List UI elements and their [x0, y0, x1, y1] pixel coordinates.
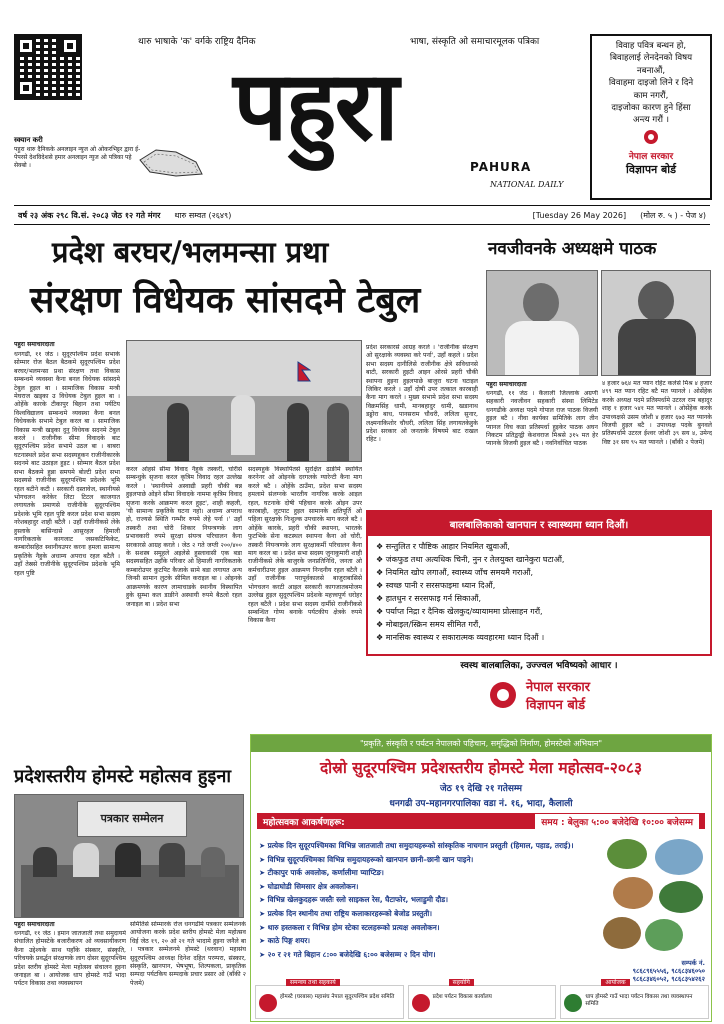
masthead-latin: PAHURA	[470, 160, 532, 174]
qr-finder	[60, 36, 80, 56]
homestay-headline[interactable]: प्रदेशस्तरीय होमस्टे महोत्सव हुइना	[14, 766, 231, 787]
supporter-label: सहयोगि	[449, 979, 474, 986]
homestay-festival-ad	[250, 734, 712, 1022]
lead-headline-1[interactable]: प्रदेश बरघर/भलमन्सा प्रथा	[52, 235, 329, 269]
notice-box	[590, 34, 712, 200]
person-figure	[73, 843, 99, 877]
assembly-photo	[126, 340, 362, 462]
nepal-emblem-icon	[412, 994, 430, 1012]
partner-label: समन्वय तथा सहकार्य	[286, 979, 340, 986]
issue-price: (मोल रु. ५ ) - पेज ४)	[640, 210, 706, 220]
ad-title: दोस्रो सुदूरपश्चिम प्रदेशस्तरीय होमस्टे मेला महोत्सव-२०८३	[319, 759, 643, 777]
supporter-name: प्रदेश पर्यटन विकास कार्यालय	[432, 994, 492, 1000]
shirt-shape	[505, 321, 579, 376]
face-shape	[638, 281, 674, 321]
qr-finder	[16, 78, 36, 98]
collage-photo	[603, 917, 641, 949]
issue-volume: वर्ष २३ अंक २९८ वि.सं. २०८३ जेठ १२ गते मंगर	[18, 210, 161, 220]
masthead-sub: NATIONAL DAILY	[490, 180, 564, 189]
list-item: ➤ २० र २१ गते बिहान ८:०० बजेदेखि ६:०० बजेसम्म २ दिन योग।	[259, 949, 436, 959]
ad-dates: जेठ १९ देखि २१ गतेसम्म	[440, 784, 522, 794]
ad-attractions-bar	[257, 813, 705, 829]
lead-column-1: धनगढी, ११ जेठ । सुदूरपश्चिम प्रदेश सभाके सोम्मार रोज बैठल बैठकमे सुदूरपश्चिम प्रदेश बरघर/भलमन्सा प्रथा संरक्षण तथा विकास सम्बन्धमे व्यवस्था कैना बनल विधेयक सांसदमे टेबुल हुइल बा । सामाजिक विकास मन्त्री मेघराज खड्का उ विधेयक टेबुल हुइल बा । ओहेंके कारके टीकापुर बिहान तथा पर्यटिय विश्वविद्यालय सम्बन्धमे व्यवस्था कैना बनल विधेयकके सभामे टेबुल करल बा । सामाजिक विकास मन्त्री खड्का दुनु विधेयक सदनमे टेबुल करले । राजीनीक सीमा विवादके बाट सुदूरपश्चिम प्रदेश सभामे उठल बा । बाबरा घटनास्थले प्रदेश सभा सदस्यहुकन राजीनीकारके सदनमे बाट उठाइल हुइट । सोम्मार बैठल प्रदेश सभा बैठकमे हुन्ना समयमे बोल्टी प्रदेश सभा सदस्यसे राजीनीक सुदूरपश्चिम प्रदेशके भूमि रहल बटीने कटी । सरकारी दस्तावेज, स्थानीयसे भोगचलन करेकेर लिटा टिटल काजगात लगायतके प्रमाणसे राजीनीके सुदूरपश्चिम प्रदेशके भूमि रहल पुष्टि करल प्रदेश सभा सदस्य नरेशबहादुर शाही बटैलै । उहाँ राजीनीकसे लेके हुस्लाके बासिन्दासे आसुरहल हिमाली नागरिकताके कागजाट जसकटिफिकेट, कम्बारोसहित स्थानीयउपर करना हमला सामान्य प्रकृतिके नैहुके अधाम्य अपराध रहल बटैलै । उहाँ तेस्रसे राजीनीके सुदूरपश्चिम प्रदेशके भूमि रहल पुष्टि	[14, 351, 120, 577]
qr-code[interactable]	[14, 34, 82, 100]
partner-name: होमस्टे (घरबास) महासंघ नेपाल सुदूरपश्चिम प्रदेश समिति	[280, 994, 395, 1000]
person-figure	[201, 847, 225, 877]
jacket-shape	[618, 319, 696, 376]
nutrition-footer	[366, 656, 712, 730]
nutrition-org: नेपाल सरकार	[525, 680, 591, 695]
tagline-left: थारु भाषाके 'क' वर्गके राष्ट्रिय दैनिक	[138, 37, 256, 47]
contact-number: ९८६८९६५५५६, ९८६८३४६०५०	[632, 967, 705, 975]
right-byline: पहुरा समाचारदाता	[486, 381, 527, 388]
homestay-column-2: समितिसे सोम्मारके रोज धनगढीमे पत्रकार सम्मेलनके आयोजना करके प्रदेश स्तरीय होमस्टे मेला महोत्सव धिई जेठ १९, २० ओ २१ गते भादामे हुइना जनैले बा । पत्रकार सम्मेलनमे होमस्टे (थरवान) महासंघ सुदूरपश्चिम आध्यक्ष दिनेश दहित परम्परा, संस्कार, संस्कृति, खानपान, भेषभूषा, शिल्पकला, प्राकृतिक सम्पदा पर्यटकिय सम्पदाके प्रचार प्रसार ओ (बाँकी २ पेजमे)	[130, 921, 246, 987]
right-column-1: धनगढी, ११ जेठ । कैलाली जिल्लाके अग्रणी सहकारी नवजीवन सहकारी संस्था लिमिटेड धनगढीके अध्यक्ष पदमे गोपाल राज पाठक विजयी हुइल बटै । नीवा कार्यका समितिके लाग तीन प्यानल विच कडा प्रतिस्पर्धा हुइकेर पाठक अघन निकटम प्रतिद्वन्द्वी केशवराज मिश्रसे ३१५ मत हेर प्यानके विजयी हुइल बटै । नवनिर्वाचित पाठक	[486, 390, 598, 448]
ad-contacts	[633, 959, 705, 983]
person-figure	[33, 847, 57, 877]
collage-photo	[655, 839, 703, 875]
person-figure	[287, 403, 309, 462]
qr-caption-title: स्क्यान करी	[14, 136, 43, 144]
ad-attractions-title: महोत्सवका आकर्षणहरू:	[263, 817, 345, 828]
ad-attraction-list	[259, 839, 599, 961]
candidate-photo	[601, 270, 711, 376]
collage-photo	[607, 839, 647, 869]
nepal-flag-icon	[297, 361, 311, 383]
masthead-logo: पहुरा	[233, 49, 397, 162]
contact-title: सम्पर्क नं.	[681, 959, 705, 967]
list-item: ➤ प्रत्येक दिन सुदूरपश्चिमका विभिन्न जातजाती तथा समुदायहरूको सांस्कृतिक नाचगान प्रस्तुती (हिमाल, पहाड, तराई)।	[259, 841, 574, 850]
notice-text: विवाह पवित्र बन्धन हो, बिवाहलाई लेनदेनको विषय नबनाऔं, विवाहमा दाइजो लिने र दिने काम नगरौं, दाइजोका कारण हुने हिंसा अन्त्य गरौं ।	[608, 41, 694, 126]
ad-venue: धनगढी उप-महानगरपालिका वडा नं. १६, भादा, कैलाली	[389, 799, 573, 809]
tharu-year: थारु सम्वत (२६४९)	[174, 210, 232, 220]
homestay-byline: पहुरा समाचारदाता	[14, 921, 55, 928]
list-item: ➤ प्रत्येक दिन स्थानीय तथा राष्ट्रिय कलाकारहरूको बेजोड प्रस्तुती।	[259, 908, 433, 918]
issue-date: [Tuesday 26 May 2026]	[532, 210, 627, 220]
pathak-photo	[486, 270, 598, 376]
notice-dept: विज्ञापन बोर्ड	[625, 162, 677, 176]
lead-headline-2[interactable]: संरक्षण विधेयक सांसदमे टेबुल	[30, 280, 421, 321]
right-headline[interactable]: नवजीवनके अध्यक्षमे पाठक	[488, 239, 657, 259]
list-item: ❖ पर्याप्त निद्रा र दैनिक खेलकुद/व्यायाममा प्रोत्साहन गरौं,	[376, 607, 543, 616]
list-item: ➤ टीकापुर पार्क अवलोक, कर्णालीमा प्याप्टिङ।	[259, 868, 384, 878]
list-item: ➤ थारु हस्तकला र विभिन्न होम स्टेका स्टलहरूको प्रत्यक्ष अवलोकन।	[259, 922, 440, 932]
face-shape	[523, 283, 559, 323]
lead-column-3: सदस्यहुके विस्थापितसे सुरक्षित ढाङीमे स्थायित करनेनर ओ ओइनके दरगलके ग्यारेन्टी कैना माग करले बटै । ओहेंके ठाउँमा, प्रदेश सभा सदस्य हमलामे संलग्नके भारतीय नागरिक करके आइल रहल, घटनाके दोषी पहिचान करके ओइन उपर कारबाही, लुटपाट हुइल सामानके क्षतिपूर्ति ओ पहिला सुरक्षाके निःशुल्क उपचारके माग करले बटै । ओहेंके कारके, प्रहरी चौकी स्थापना, भारतके फुटभिके सेना कटस्थल स्थापना कैना ओ चोरी, तस्करी नियन्त्रणके लाग सुरक्षाकर्मी परिचालन कैना माग करल बा । प्रदेश सभा सदस्य जुनाकुमारी शाही राजीनीकसे लेके बाजुरके जनप्रतिनिधि, जनता ओ कर्मचारीउपर हुइल आक्रमण निन्दनीय रहल बटैलै । उहाँ राजीनीक परापूर्वकालसे बाजुराबासिसे भोगचलन करटी आइल सरकारी कागजातबमोजम उल्लेख हुइल सुदूरपश्चिम प्रदेशके महत्त्वपूर्ण धरोहर रहल बटैलै । प्रदेश सभा सदस्य दार्मीसे राजीनीकसे सम्बन्धित गोप्य बनाके पर्यटकीय क्षेत्रके रुपमे विकास कैना	[248, 466, 362, 625]
speaker-figure	[231, 395, 255, 455]
organizer-label: आयोजक	[601, 979, 629, 986]
lead-column-4: प्रदेश सरकारसे आग्रह करले । 'राजीनीक संरक्षण ओ सुरक्षाके व्यवस्था करे पर्ना', उहाँ कहले । प्रदेश सभा सदस्य दानीलिसे राजीनीक क्षेत्रे सविधानसे बाटी, सरकारी हुइटी आइन ओरसे प्रहरी चौकी स्थापना हुइना हुइलपाछे बाजुरा घटना घटाइल जिकिर करले । उहाँ दोषी उपर तत्काल कारबाही कैना माग करले । मुख्य सभामे प्रदेश सभा सदस्य विक्रमसिंह धामी, मानबहादुर धामी, खडानाथ डड्डोरा बाध, पानसराम चौधरी, ललिता सुनार, लक्ष्मनाकिशोर चौधरी, ललिता सिंह लगायतकेहुके प्रदेश सरकार ओ जनताके विषयमे बाट राखल रहिट ।	[366, 344, 478, 444]
person-figure	[167, 403, 189, 462]
list-item: ➤ घोडाघोडी सिमसार क्षेत्र अवलोकन।	[259, 881, 359, 891]
photo-backdrop	[127, 341, 361, 396]
qr-caption: पहुरा थारु दैनिकके अनलाइन न्युज ओ ओकरभिट्टर द्वारा ई-पेपरसे देशविदेशसे हमार अनलाइन न्युज ओ पत्रिका पहे सेक्बो ।	[14, 146, 141, 169]
lead-byline: पहुरा समाचारदाता	[14, 341, 55, 348]
lead-column-2: करल ओहसे सीमा विवाद नैहुके तस्करी, चोरीसे सम्बन्धुके सृजना करल कृत्रिम विवाद रहल उल्लेख करले । 'स्थानीयमे अस्वाद्यी प्रहरी चौकी बन्न हुइलपाछे ओइने सीमा विवादके नाममा कृत्रिम विवाद सृजना करके आक्रमण करल हुइट', शाही कहली, 'यी सामान्य प्रकृतिके घटना नहो। अधाम्य अपराध हो, राज्यसे स्थिति गम्भीर रुपमे लेहे पर्ना ।' उहाँ तस्करी तथा चोरी शिकार नियन्त्रणके लाग प्रभावकारी रुपमे सुरक्षा संयन्त्र परिचालन कैना सरकारसे आग्रह करले । जेठ २ गते जग्ती २००/४०० के सशस्त्र समूहले अइलेसे हुस्लावासी एक बडा सदस्यसहित उहाँके परिवार ओ हिमाली नागरिकताके कम्बारोउपर कुटपिट कैजाके सामे बडा लगायत अन्य जिन्सी सामान लुटके सीमिल कराइल बा । ओइनके आक्रमणके कारण लामाचाडके स्थानीय विस्थापित हुके सुम्भा कल डाङीने अस्थायी रुपमे बैठलो रहल जनाइल बा । प्रदेश सभा	[126, 466, 242, 608]
list-item: ➤ काठे पिङ्ग शयर।	[259, 936, 311, 946]
collage-photo	[645, 919, 683, 951]
nutrition-title: बालबालिकाको खानपान र स्वास्थ्यमा ध्यान दिऔं।	[368, 512, 710, 536]
list-item: ➤ विभिन्न खेलकुदहरू जस्तैः स्लो साइकल रेस, घैटाफोर, भलाडुमी दौड।	[259, 895, 448, 905]
nutrition-slogan: स्वस्थ बालबालिका, उज्ज्वल भविष्यको आधार ।	[460, 661, 618, 671]
nutrition-list	[368, 536, 710, 648]
press-meet-photo	[14, 794, 244, 918]
person-figure	[159, 843, 185, 877]
issue-bar	[14, 205, 710, 225]
list-item: ❖ नियमित खोप लगाऔं, स्वास्थ्य जाँच समयमै गराऔं,	[376, 568, 534, 577]
list-item: ❖ स्वच्छ पानी र सरसफाइमा ध्यान दिऔं,	[376, 581, 496, 590]
person-figure	[327, 403, 349, 462]
ad-photo-collage	[603, 839, 707, 959]
nutrition-dept: विज्ञापन बोर्ड	[525, 698, 586, 713]
press-banner: पत्रकार सम्मेलन	[77, 801, 187, 837]
collage-photo	[613, 877, 653, 909]
qr-finder	[16, 36, 36, 56]
notice-org: नेपाल सरकार	[628, 151, 674, 162]
nepal-emblem-icon	[641, 129, 661, 145]
nepal-emblem-icon	[488, 680, 518, 710]
homestay-federation-logo	[259, 994, 277, 1012]
list-item: ❖ मोबाइल/स्क्रिन समय सीमित गरौं,	[376, 620, 481, 629]
homestay-column-1: धनगढी, ११ जेठ । इमान जातजाती तथा समुदायमे संचालित होमस्टेके बजारीकरण ओ व्यवसायीकरण कैना उद्देश्यके साथ यहाँके संस्कार, संस्कृति, परिचयके प्रवर्द्धन संरक्षणके लाग दोसर सुदूरपश्चिम प्रदेश स्तरीय होमस्टे मेला महोत्सव संचालन हुइना जनाइल बा । आयोजक धाप होमस्टे गाउँ भादा पर्यटन विकास तथा व्यवस्थापन	[14, 930, 126, 988]
nutrition-ad	[366, 510, 712, 656]
list-item: ❖ जंकफुड तथा अत्यधिक चिनी, नुन र तेलयुक्त खानेकुरा घटाऔं,	[376, 555, 565, 564]
ad-supporter	[408, 979, 557, 1019]
organizer-logo	[564, 994, 582, 1012]
list-item: ➤ विभिन्न सुदूरपश्चिमका विभिन्न समुदायहरूको खानपान छानी–छानी खान पाइने।	[259, 854, 474, 864]
list-item: ❖ मानसिक स्वास्थ्य र सकारात्मक व्यवहारमा ध्यान दिऔं ।	[376, 633, 545, 642]
nutrition-logo-row	[366, 677, 712, 713]
ad-top-strip: "प्रकृति, संस्कृति र पर्यटन नेपालको पहिचान, समृद्धिको निर्माण, होमस्टेको अभियान"	[251, 735, 711, 752]
ad-time: समय : बेलुका ५:०० बजेदेखि १०:०० बजेसम्म	[535, 814, 699, 829]
collage-photo	[659, 881, 703, 913]
list-item: ❖ सन्तुलित र पौष्टिक आहार नियमित खुवाऔं,	[376, 542, 510, 551]
list-item: ❖ हातधुन र सरसफाइ गर्न सिकाऔं,	[376, 594, 482, 603]
tagline-right: भाषा, संस्कृति ओ समाचारमूलक पत्रिका	[410, 37, 540, 47]
right-column-2: ४ हजार ७६४ मत प्यान रहिट कलेसे मिश्र ४ हजार ४९९ मत प्यान रहिट बटै मत प्यानले । ओसेंहेक करके अध्यक्ष पदमे प्रतिस्पर्धामे उटरल राम बहादुर शाह १ हजार ५४१ मत प्यानले । ओसेंहेक करके उपाध्यक्षसे उसम जोशी ४ हजार ६७३ मत प्यानके विजयी हुइल बटै । उपाध्यक्ष पदके बुनवले प्रतिस्पर्धामे उटरल ईश्वर जोशी ३९ सय ४, उमेन्द विष्ट ३१ सय ९५ मत प्यानले । (बाँकी २ पेजमे)	[602, 380, 712, 446]
person-figure	[115, 843, 141, 877]
nepal-map-icon	[136, 140, 206, 186]
organizer-name: धाप होमस्टे गाउँ भादा पर्यटन विकास तथा व्यवस्थापन समिति	[585, 994, 693, 1007]
ad-partner	[255, 979, 404, 1019]
contact-number: ९८६८३४६०५२, ९८६८३५४२६२	[632, 975, 705, 983]
